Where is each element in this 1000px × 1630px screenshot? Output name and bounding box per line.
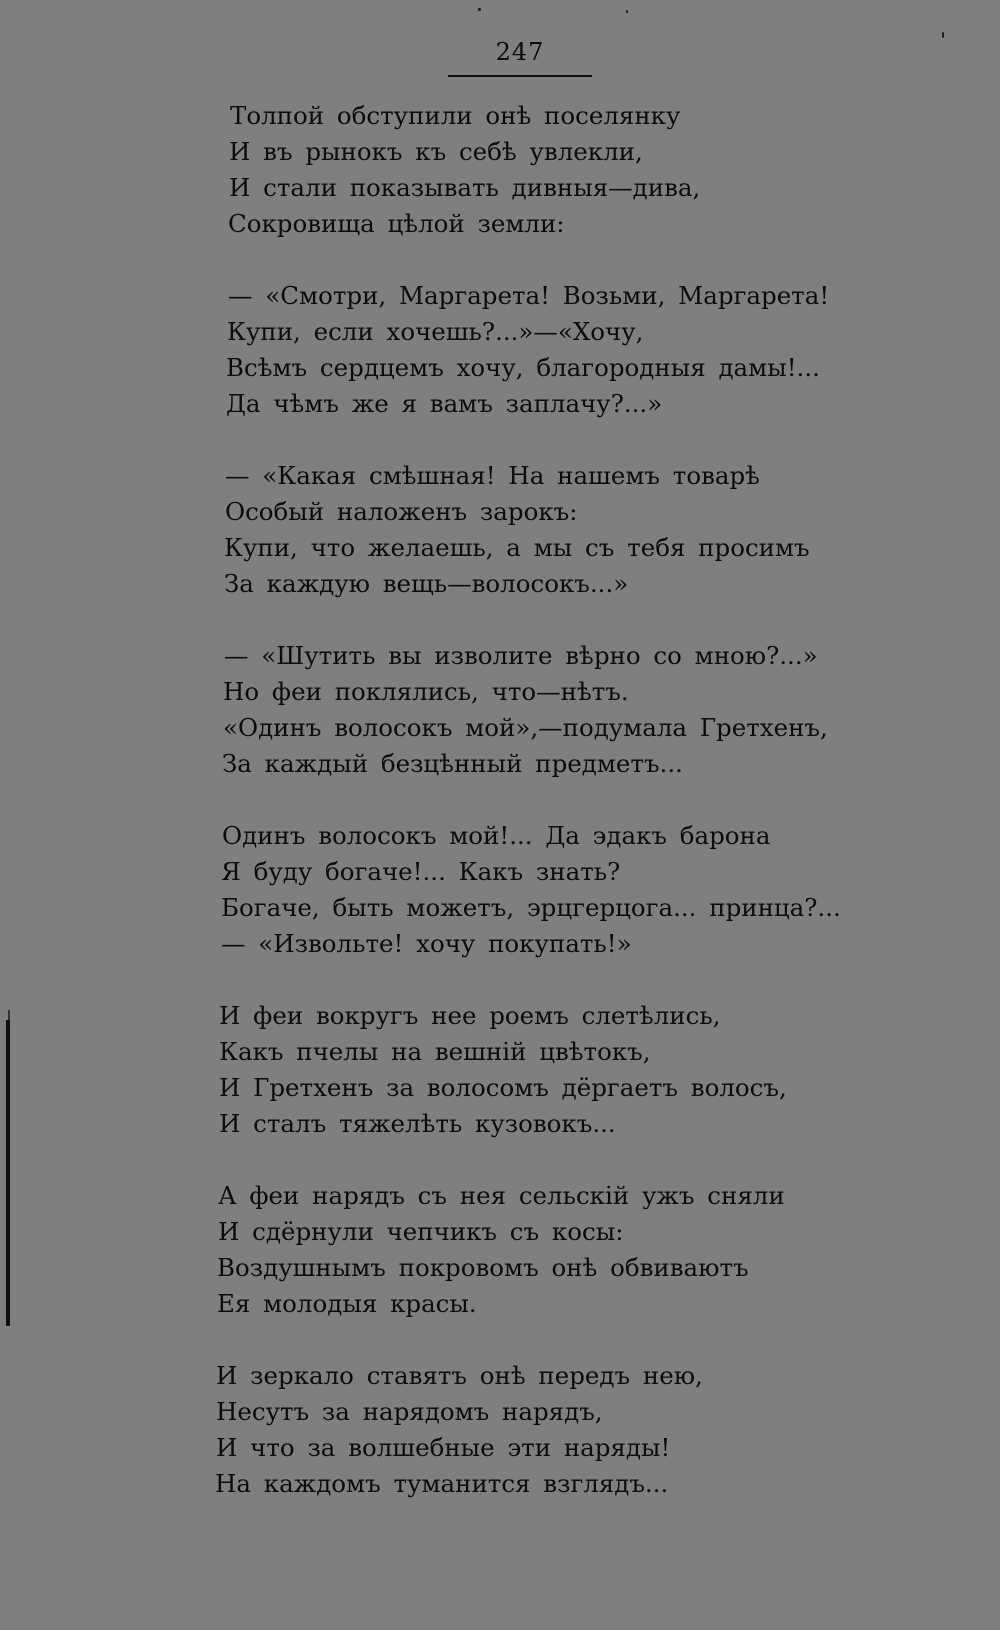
poem-line: И что за волшебные эти наряды! bbox=[216, 1433, 671, 1462]
poem-line: Несутъ за нарядомъ нарядъ, bbox=[216, 1397, 603, 1426]
poem-line: И стали показывать дивныя—дива, bbox=[229, 173, 701, 202]
poem bbox=[0, 98, 1000, 1538]
poem-line: И сдёрнули чепчикъ съ косы: bbox=[218, 1217, 624, 1246]
poem-line: За каждый безцѣнный предметъ... bbox=[222, 749, 683, 778]
poem-line: «Одинъ волосокъ мой»,—подумала Гретхенъ, bbox=[223, 713, 828, 742]
stanza-7 bbox=[0, 1178, 1000, 1322]
stanza-3 bbox=[0, 458, 1000, 602]
scan-speck bbox=[478, 8, 481, 11]
poem-line: Ея молодыя красы. bbox=[217, 1289, 477, 1318]
poem-line: Купи, что желаешь, а мы съ тебя просимъ bbox=[224, 533, 810, 562]
poem-line: Я буду богаче!... Какъ знать? bbox=[221, 857, 621, 886]
poem-line: И Гретхенъ за волосомъ дёргаетъ волосъ, bbox=[219, 1073, 787, 1102]
stanza-1 bbox=[0, 98, 1000, 242]
poem-line: Толпой обступили онѣ поселянку bbox=[230, 101, 681, 130]
scan-speck bbox=[626, 10, 628, 13]
poem-line: Сокровища цѣлой земли: bbox=[228, 209, 565, 238]
poem-line: Купи, если хочешь?...»—«Хочу, bbox=[227, 317, 644, 346]
poem-line: Да чѣмъ же я вамъ заплачу?...» bbox=[226, 389, 663, 418]
poem-line: Но феи поклялись, что—нѣтъ. bbox=[223, 677, 629, 706]
scan-edge-mark bbox=[6, 1020, 10, 1326]
poem-line: Богаче, быть можетъ, эрцгерцога... принца?... bbox=[221, 893, 841, 922]
poem-line: А феи нарядъ съ нея сельскій ужъ сняли bbox=[218, 1181, 785, 1210]
poem-line: И зеркало ставятъ онѣ передъ нею, bbox=[216, 1361, 703, 1390]
poem-line: — «Какая смѣшная! На нашемъ товарѣ bbox=[225, 461, 760, 490]
poem-line: И въ рынокъ къ себѣ увлекли, bbox=[229, 137, 643, 166]
stanza-4 bbox=[0, 638, 1000, 782]
stanza-8 bbox=[0, 1358, 1000, 1502]
scan-speck bbox=[942, 32, 944, 38]
stanza-6 bbox=[0, 998, 1000, 1142]
poem-line: — «Смотри, Маргарета! Возьми, Маргарета! bbox=[228, 281, 830, 310]
poem-line: Воздушнымъ покровомъ онѣ обвиваютъ bbox=[217, 1253, 749, 1282]
stanza-2 bbox=[0, 278, 1000, 422]
poem-line: И феи вокругъ нее роемъ слетѣлись, bbox=[219, 1001, 721, 1030]
poem-line: И сталъ тяжелѣть кузовокъ... bbox=[219, 1109, 616, 1138]
poem-line: За каждую вещь—волосокъ...» bbox=[224, 569, 629, 598]
page-number: 247 bbox=[495, 38, 545, 66]
page-number-rule bbox=[448, 75, 592, 77]
poem-line: Одинъ волосокъ мой!... Да эдакъ барона bbox=[222, 821, 771, 850]
poem-line: — «Извольте! хочу покупать!» bbox=[221, 929, 632, 958]
stanza-5 bbox=[0, 818, 1000, 962]
poem-line: Всѣмъ сердцемъ хочу, благородныя дамы!... bbox=[226, 353, 820, 382]
poem-line: На каждомъ туманится взглядъ... bbox=[215, 1469, 669, 1498]
poem-line: Особый наложенъ зарокъ: bbox=[225, 497, 578, 526]
poem-line: — «Шутить вы изволите вѣрно со мною?...» bbox=[224, 641, 818, 670]
poem-line: Какъ пчелы на вешній цвѣтокъ, bbox=[219, 1037, 651, 1066]
